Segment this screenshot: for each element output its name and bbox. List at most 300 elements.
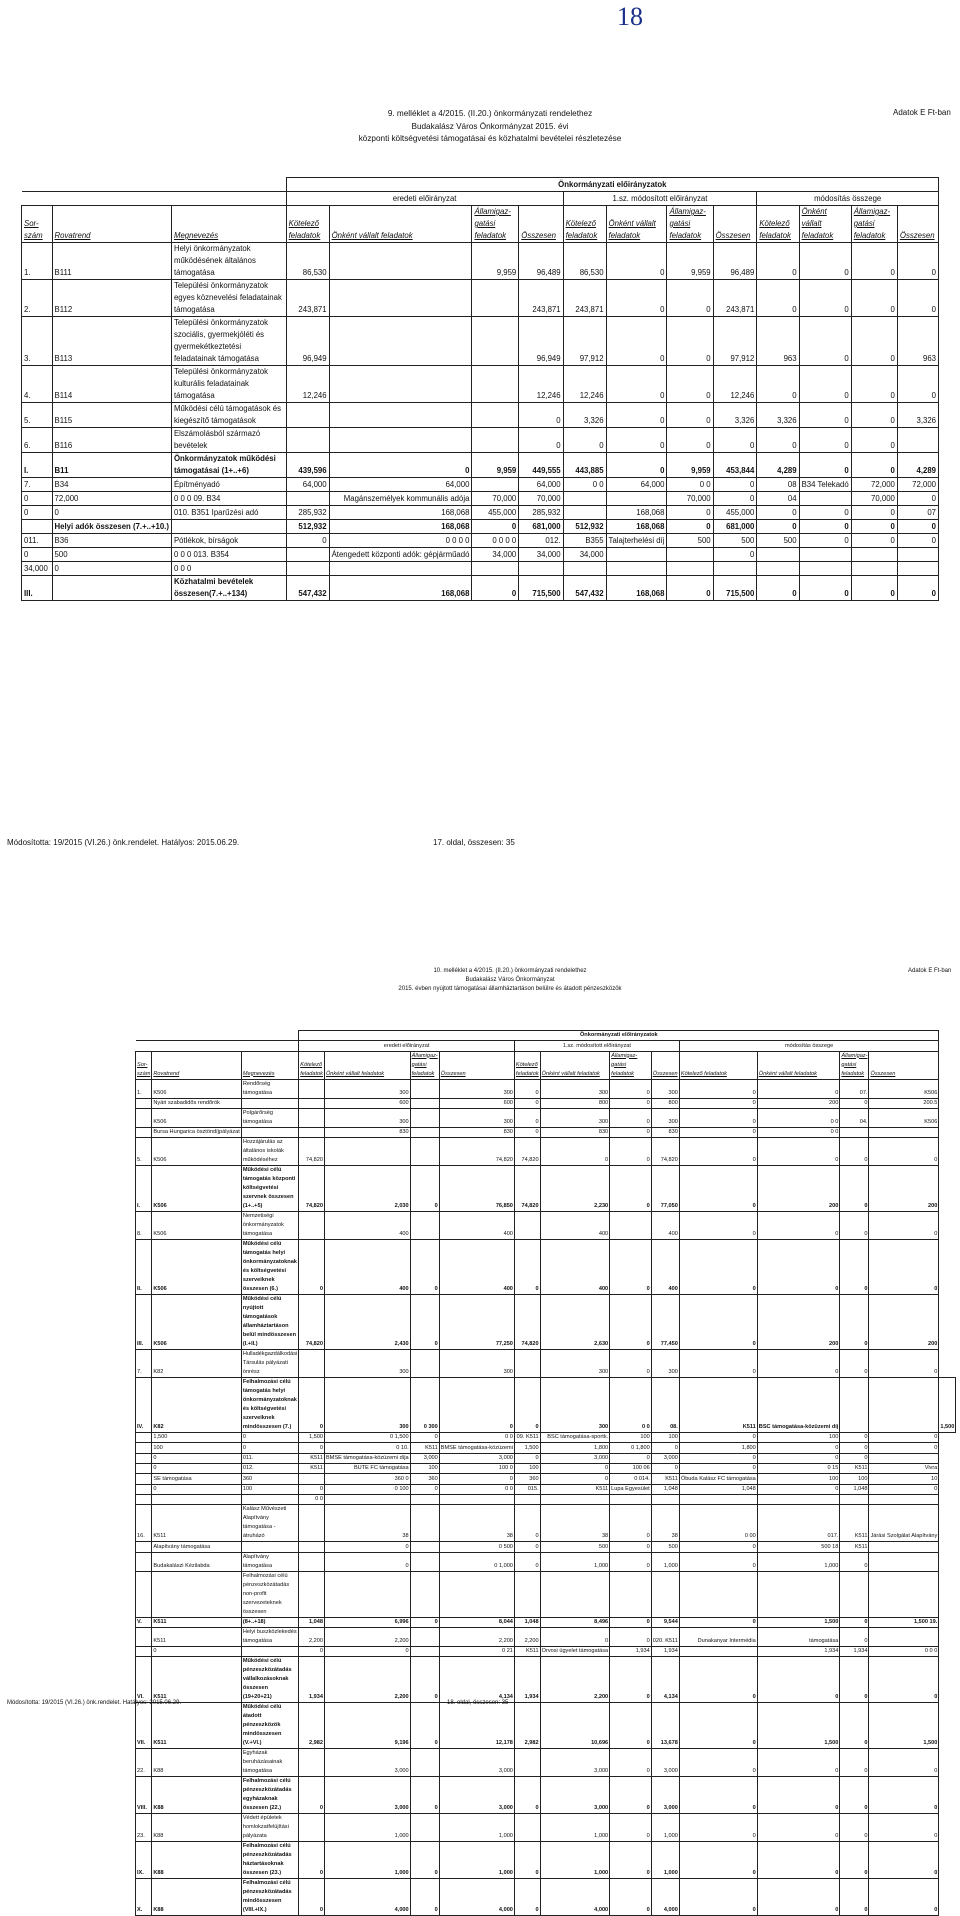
- doc1-table-cell: [757, 562, 799, 576]
- doc2-table-cell: 8.: [136, 1212, 152, 1240]
- doc2-table-cell: 1,000: [324, 1814, 410, 1842]
- doc1-table-cell: 04: [757, 492, 799, 506]
- doc1-table-cell: 0: [799, 534, 851, 548]
- doc1-table-cell: [851, 548, 897, 562]
- doc2-table-cell: 74,820: [514, 1138, 540, 1166]
- doc2-col-header: Önként vállalt feladatok: [324, 1051, 410, 1079]
- doc2-table-cell: 1,048: [514, 1617, 540, 1627]
- doc1-table-cell: 0: [851, 317, 897, 366]
- doc2-table-cell: 1,048: [299, 1617, 325, 1627]
- doc2-table-cell: Bursa Hungarica ösztöndíjpályázat: [152, 1127, 241, 1137]
- doc2-table-cell: 400: [540, 1212, 610, 1240]
- doc2-table-cell: 77,050: [651, 1166, 679, 1212]
- doc1-table-row: [22, 366, 939, 403]
- doc1-table-cell: Működési célú támogatások és kiegészítő támogatások: [171, 403, 286, 428]
- doc1-table-cell: 0: [667, 403, 713, 428]
- doc2-table-cell: [410, 1098, 439, 1108]
- doc2-units: Adatok E Ft-ban: [908, 968, 952, 974]
- doc2-table-cell: Polgárőrség támogatása: [241, 1108, 298, 1127]
- doc2-group-main: Önkormányzati előirányzatok: [299, 1031, 939, 1041]
- doc2-table-cell: 38: [651, 1505, 679, 1542]
- doc2-col-header: Összesen: [869, 1051, 939, 1079]
- doc2-table-cell: 1.: [136, 1079, 152, 1098]
- doc2-table-cell: 0: [679, 1777, 757, 1814]
- doc2-table-cell: [241, 1098, 298, 1108]
- doc2-table-cell: 1,800: [679, 1443, 757, 1453]
- doc2-table-cell: 0: [679, 1433, 757, 1443]
- doc2-table-cell: [136, 1542, 152, 1552]
- doc1-table-cell: 0: [667, 280, 713, 317]
- doc1-table-cell: 12,246: [563, 366, 606, 403]
- doc2-table-cell: 0: [324, 1552, 410, 1571]
- doc2-table-cell: [410, 1212, 439, 1240]
- doc2-table-cell: 0: [679, 1350, 757, 1378]
- doc2-table-cell: 3,000: [439, 1777, 514, 1814]
- doc2-table-cell: 300: [651, 1108, 679, 1127]
- doc1-table-cell: [329, 243, 472, 280]
- doc2-col-header: Összesen: [651, 1051, 679, 1079]
- doc2-table-cell: 0: [869, 1749, 939, 1777]
- doc2-table-cell: 0 00: [679, 1505, 757, 1542]
- doc2-table-cell: K88: [152, 1749, 241, 1777]
- doc1-table-cell: B111: [52, 243, 171, 280]
- doc2-table-cell: [299, 1474, 325, 1484]
- doc2-table-cell: [410, 1646, 439, 1656]
- doc2-table-cell: K506: [152, 1079, 241, 1098]
- doc2-col-header: Rovatrend: [152, 1051, 241, 1079]
- doc2-table-cell: 0: [514, 1079, 540, 1098]
- doc1-table-cell: 3,326: [897, 403, 938, 428]
- doc1-table-cell: 963: [757, 317, 799, 366]
- doc1-table-row: [22, 243, 939, 280]
- doc2-table-cell: 0: [679, 1703, 757, 1749]
- doc1-table-cell: 86,530: [286, 243, 329, 280]
- doc2-table-cell: 13,678: [651, 1703, 679, 1749]
- doc1-table-cell: 0: [897, 576, 938, 601]
- doc2-table-cell: 0: [840, 1240, 869, 1295]
- doc1-table-cell: [329, 280, 472, 317]
- doc1-table-cell: B112: [52, 280, 171, 317]
- doc2-table-cell: II.: [136, 1240, 152, 1295]
- doc2-table-cell: [136, 1484, 152, 1494]
- doc2-table-cell: K511: [840, 1542, 869, 1552]
- doc1-table-cell: 3,326: [563, 403, 606, 428]
- doc1-table-cell: [329, 403, 472, 428]
- doc1-table-cell: Közhatalmi bevételek összesen(7.+..+134): [171, 576, 286, 601]
- doc1-table-cell: Települési önkormányzatok kulturális feladatainak támogatása: [171, 366, 286, 403]
- doc2-table-cell: 100: [610, 1433, 652, 1443]
- doc2-table-cell: SE támogatása: [152, 1474, 241, 1484]
- doc2-table-cell: [514, 1494, 540, 1504]
- doc2-table-cell: 0: [410, 1777, 439, 1814]
- doc1-table-cell: 0: [329, 453, 472, 478]
- doc2-table-cell: 0: [410, 1842, 439, 1879]
- doc1-table-cell: 34,000: [519, 548, 563, 562]
- doc1-table-cell: 0: [606, 366, 667, 403]
- doc2-table-cell: 0: [610, 1350, 652, 1378]
- doc2-table-cell: 830: [540, 1127, 610, 1137]
- doc1-table-cell: [897, 562, 938, 576]
- doc2-table-cell: 3,000: [439, 1749, 514, 1777]
- doc2-table-cell: 6,996: [324, 1617, 410, 1627]
- doc2-table-cell: 9,196: [324, 1703, 410, 1749]
- doc2-table-cell: 0: [514, 1505, 540, 1542]
- doc1-table-cell: [799, 548, 851, 562]
- doc2-table-cell: 500: [651, 1542, 679, 1552]
- doc2-table-cell: K511: [152, 1703, 241, 1749]
- doc1-table-cell: 439,596: [286, 453, 329, 478]
- doc2-table-cell: 0 100: [324, 1484, 410, 1494]
- doc1-table-cell: [286, 403, 329, 428]
- doc2-table: [135, 1030, 956, 1916]
- doc2-table-cell: 08.: [651, 1378, 679, 1433]
- doc2-table-row: [136, 1108, 956, 1127]
- doc2-table-cell: 0: [610, 1749, 652, 1777]
- doc2-table-cell: 0: [840, 1443, 869, 1453]
- doc2-table-cell: 0: [679, 1814, 757, 1842]
- doc1-table-cell: III.: [22, 576, 53, 601]
- doc2-table-cell: [410, 1505, 439, 1542]
- doc1-table-cell: 0: [52, 562, 171, 576]
- doc1-col-header: Összesen: [897, 206, 938, 243]
- doc2-table-cell: [514, 1212, 540, 1240]
- doc1-table-row: [22, 576, 939, 601]
- doc2-table-cell: [514, 1749, 540, 1777]
- doc2-table-cell: 200: [757, 1166, 840, 1212]
- doc2-table-cell: 1,500: [757, 1703, 840, 1749]
- doc2-table-cell: 1,500 19.: [869, 1617, 939, 1627]
- doc2-table-row: [136, 1295, 956, 1350]
- doc1-table-cell: 168,068: [606, 520, 667, 534]
- doc1-table-cell: 0: [851, 576, 897, 601]
- doc2-column-headers: [136, 1051, 956, 1079]
- doc1-table-cell: 453,844: [713, 453, 757, 478]
- doc1-table-cell: 34,000: [472, 548, 519, 562]
- doc2-table-cell: Óbuda Kalász FC támogatása: [679, 1474, 757, 1484]
- doc2-table-cell: [152, 1571, 241, 1617]
- doc2-table-cell: 1,048: [679, 1484, 757, 1494]
- doc2-table-cell: [514, 1350, 540, 1378]
- doc1-column-headers: [22, 206, 939, 243]
- doc2-table-cell: (8+..+18): [241, 1617, 298, 1627]
- doc1-table-cell: 0: [472, 576, 519, 601]
- doc1-table-cell: 0: [757, 280, 799, 317]
- doc1-table-cell: [799, 492, 851, 506]
- doc2-table-cell: 0: [757, 1138, 840, 1166]
- doc2-table-cell: 0 500: [439, 1542, 514, 1552]
- doc2-table-cell: 0: [610, 1098, 652, 1108]
- doc2-table-cell: 0: [410, 1484, 439, 1494]
- doc2-table-cell: 1,934: [757, 1646, 840, 1656]
- doc2-table-row: [136, 1484, 956, 1494]
- doc1-table-cell: 0: [757, 366, 799, 403]
- doc2-table-cell: 0: [152, 1484, 241, 1494]
- doc2-table-row: [136, 1378, 956, 1433]
- doc2-table-cell: 5.: [136, 1138, 152, 1166]
- doc2-table-row: [136, 1571, 956, 1617]
- doc1-table-cell: 0: [897, 534, 938, 548]
- doc1-table-cell: 9,959: [472, 453, 519, 478]
- doc1-table-cell: 715,500: [519, 576, 563, 601]
- doc1-table-cell: 500: [52, 548, 171, 562]
- doc2-table-cell: 7.: [136, 1350, 152, 1378]
- doc1-group-main: Önkormányzati előirányzatok: [286, 178, 938, 192]
- doc1-col-header: Önként vállalt feladatok: [329, 206, 472, 243]
- doc2-table-cell: 0: [610, 1453, 652, 1463]
- doc2-table-cell: 600: [324, 1098, 410, 1108]
- doc2-table-cell: 017.: [757, 1505, 840, 1542]
- doc2-table-cell: Rendőrség támogatása: [241, 1079, 298, 1098]
- doc2-table-cell: 1,000: [439, 1814, 514, 1842]
- doc2-table-cell: 0: [757, 1443, 840, 1453]
- doc2-table-cell: [840, 1494, 869, 1504]
- doc2-group-2: 1.sz. módosított előirányzat: [514, 1041, 679, 1051]
- doc2-table-cell: 3,000: [324, 1749, 410, 1777]
- doc2-table-cell: [241, 1542, 298, 1552]
- doc1-table-cell: 0: [851, 428, 897, 453]
- doc2-table-cell: 0: [679, 1295, 757, 1350]
- doc2-table-cell: 0: [679, 1098, 757, 1108]
- doc2-table-cell: 300: [540, 1350, 610, 1378]
- doc1-table-cell: Építményadó: [171, 478, 286, 492]
- doc1-table-cell: 70,000: [519, 492, 563, 506]
- doc2-table-cell: [757, 1571, 840, 1617]
- doc2-table-cell: 0 0: [610, 1378, 652, 1433]
- doc2-table-cell: 0: [869, 1484, 939, 1494]
- doc2-table-cell: 0: [540, 1474, 610, 1484]
- doc2-table-cell: 0: [757, 1777, 840, 1814]
- doc2-table-cell: 16.: [136, 1505, 152, 1542]
- doc2-table-cell: 0: [679, 1138, 757, 1166]
- doc2-table-cell: 0: [610, 1879, 652, 1916]
- doc1-table-cell: 0: [606, 317, 667, 366]
- doc2-table-cell: [136, 1127, 152, 1137]
- doc1-table-cell: [713, 562, 757, 576]
- doc2-table-cell: [869, 1127, 939, 1137]
- doc1-table-cell: [472, 366, 519, 403]
- doc1-table-cell: 0: [799, 280, 851, 317]
- doc2-table-cell: 1,500: [757, 1617, 840, 1627]
- doc2-table-cell: 0: [514, 1453, 540, 1463]
- doc2-table-cell: Hozzájárulás az általános iskolák működéséhez: [241, 1138, 298, 1166]
- doc2-table-cell: 0 1,800: [610, 1443, 652, 1453]
- doc2-table-cell: Felhalmozási célú pénzeszközátadás egyházaknak összesen (22.): [241, 1777, 298, 1814]
- doc1-table-cell: B355: [563, 534, 606, 548]
- doc2-table-cell: Nyári szabadidős rendőrök: [152, 1098, 241, 1108]
- doc2-table-cell: 74,820: [299, 1138, 325, 1166]
- doc2-table-cell: 0: [679, 1617, 757, 1627]
- doc1-table-cell: 12,246: [286, 366, 329, 403]
- doc2-table-cell: 1,000: [651, 1814, 679, 1842]
- doc1-table-cell: 0: [799, 243, 851, 280]
- doc2-table-cell: 0: [514, 1108, 540, 1127]
- doc2-table-cell: 2,200: [439, 1627, 514, 1646]
- doc2-table-cell: 0: [514, 1777, 540, 1814]
- doc2-table-cell: 10: [869, 1474, 939, 1484]
- doc1-table-cell: 0: [851, 280, 897, 317]
- doc2-table-cell: [679, 1571, 757, 1617]
- doc1-col-header: Összesen: [519, 206, 563, 243]
- doc2-table-cell: K506: [152, 1108, 241, 1127]
- doc2-table-cell: 0: [514, 1378, 540, 1433]
- doc2-table-cell: 830: [651, 1127, 679, 1137]
- doc2-table-cell: [410, 1542, 439, 1552]
- doc2-table-cell: 3,000: [651, 1749, 679, 1777]
- doc2-table-cell: BUTE FC támogatása: [324, 1464, 410, 1474]
- doc2-table-cell: 360 0: [324, 1474, 410, 1484]
- doc2-table-cell: Működési célú átadott pénzeszközök mindösszesen (V.+VI.): [241, 1703, 298, 1749]
- doc2-table-cell: [324, 1571, 410, 1617]
- doc2-table-cell: [299, 1127, 325, 1137]
- doc2-table-cell: Kalász Művészeti Alapítvány támogatása - átruházó: [241, 1505, 298, 1542]
- doc1-table-cell: 243,871: [713, 280, 757, 317]
- doc2-table-cell: 0: [869, 1777, 939, 1814]
- doc2-table-cell: 0: [679, 1127, 757, 1137]
- doc2-table-cell: 1,500: [299, 1433, 325, 1443]
- doc1-table-cell: 72,000: [897, 478, 938, 492]
- doc2-table-row: [136, 1703, 956, 1749]
- doc2-table-cell: 0: [241, 1443, 298, 1453]
- doc1-table-cell: 3,326: [713, 403, 757, 428]
- doc2-table-row: [136, 1777, 956, 1814]
- doc2-table-cell: K511: [152, 1617, 241, 1627]
- doc1-table-cell: 7.: [22, 478, 53, 492]
- doc2-table-cell: 0: [152, 1453, 241, 1463]
- doc1-table-cell: 08: [757, 478, 799, 492]
- doc1-footer-left: Módosította: 19/2015 (VI.26.) önk.rendelet. Hatályos: 2015.06.29.: [7, 838, 240, 847]
- doc2-table-row: [136, 1127, 956, 1137]
- doc2-table-cell: Felhalmozási célú pénzeszközátadás háztartásoknak összesen (23.): [241, 1842, 298, 1879]
- doc1-table-cell: 0: [897, 243, 938, 280]
- doc1-table-cell: Önkormányzatok működési támogatásai (1+..+6): [171, 453, 286, 478]
- doc1-table-cell: 168,068: [329, 576, 472, 601]
- doc1-table-cell: 9,959: [667, 453, 713, 478]
- doc2-table-cell: [514, 1814, 540, 1842]
- doc2-table-cell: 800: [651, 1098, 679, 1108]
- doc2-table-cell: 0: [757, 1240, 840, 1295]
- doc2-table-cell: 2,200: [540, 1657, 610, 1703]
- doc2-table-cell: 300: [324, 1350, 410, 1378]
- doc2-table-cell: 0: [299, 1240, 325, 1295]
- doc2-table-cell: 0: [869, 1443, 939, 1453]
- doc1-col-header: Megnevezés: [171, 206, 286, 243]
- doc2-table-cell: 400: [651, 1212, 679, 1240]
- doc2-table-row: [136, 1552, 956, 1571]
- doc2-table-cell: 74,820: [299, 1295, 325, 1350]
- doc2-table-cell: 0: [610, 1657, 652, 1703]
- doc2-table-row: [136, 1453, 956, 1463]
- doc1-group-2: 1.sz. módosított előirányzat: [563, 192, 757, 206]
- doc2-table-cell: 23.: [136, 1814, 152, 1842]
- doc2-group-3: módosítás összege: [679, 1041, 939, 1051]
- doc2-table-cell: 0: [679, 1166, 757, 1212]
- doc2-table-cell: 015.: [514, 1484, 540, 1494]
- doc2-table-cell: 2,430: [324, 1295, 410, 1350]
- doc2-table-cell: 0: [840, 1842, 869, 1879]
- doc2-table-cell: 0: [410, 1617, 439, 1627]
- doc1-table-cell: 0: [757, 243, 799, 280]
- doc1-table-cell: [472, 562, 519, 576]
- doc2-table-cell: [610, 1494, 652, 1504]
- doc2-col-header: Összesen: [439, 1051, 514, 1079]
- doc2-table-cell: 3,000: [540, 1749, 610, 1777]
- doc2-table-cell: [136, 1433, 152, 1443]
- doc2-table-cell: K506: [152, 1212, 241, 1240]
- doc1-table-cell: 547,432: [286, 576, 329, 601]
- doc1-table-cell: 0: [286, 534, 329, 548]
- doc2-table-cell: 0: [869, 1350, 939, 1378]
- doc2-table-cell: K511: [152, 1505, 241, 1542]
- doc2-table-row: [136, 1212, 956, 1240]
- doc1-table-cell: 0: [519, 403, 563, 428]
- doc2-table-cell: [410, 1127, 439, 1137]
- doc2-table-cell: 1,048: [651, 1484, 679, 1494]
- doc1-table-cell: [472, 478, 519, 492]
- doc2-table-cell: 8,044: [439, 1617, 514, 1627]
- doc2-table-cell: 0: [757, 1657, 840, 1703]
- doc2-table-cell: 0: [540, 1627, 610, 1646]
- doc2-table-cell: [136, 1108, 152, 1127]
- doc1-table-cell: 0: [897, 520, 938, 534]
- doc2-table-cell: Orvosi ügyelet támogatása: [540, 1646, 610, 1656]
- doc2-table-cell: 0: [514, 1552, 540, 1571]
- doc2-table-cell: I.: [136, 1166, 152, 1212]
- doc2-table-cell: 0: [610, 1166, 652, 1212]
- doc1-table-cell: Pótlékok, bírságok: [171, 534, 286, 548]
- doc2-table-cell: 100: [757, 1433, 840, 1443]
- doc2-table-row: [136, 1617, 956, 1627]
- doc2-col-header: Államigaz-gatási feladatok: [410, 1051, 439, 1079]
- doc2-table-cell: 400: [540, 1240, 610, 1295]
- doc2-table-cell: [757, 1494, 840, 1504]
- doc2-table-cell: 0: [869, 1879, 939, 1916]
- doc2-table-cell: 38: [324, 1505, 410, 1542]
- doc1-table-cell: 0 0 0 013. B354: [171, 548, 286, 562]
- doc1-table-cell: 0 0 0: [171, 562, 286, 576]
- doc1-table-cell: [171, 520, 286, 534]
- doc2-table-cell: 0: [869, 1657, 939, 1703]
- doc1-table-cell: 0: [713, 428, 757, 453]
- doc2-table-cell: [410, 1079, 439, 1098]
- doc2-table-cell: 3,000: [439, 1453, 514, 1463]
- doc2-table-cell: 2,200: [299, 1627, 325, 1646]
- doc2-table-cell: 0 0 0: [869, 1646, 939, 1656]
- doc1-table-cell: [286, 492, 329, 506]
- doc1-table-cell: Talajterhelési díj: [606, 534, 667, 548]
- doc2-table-cell: 0: [610, 1627, 652, 1646]
- doc2-table-row: [136, 1505, 956, 1542]
- doc2-table-cell: K82: [152, 1378, 241, 1433]
- doc2-table-cell: 0: [840, 1138, 869, 1166]
- doc2-table-cell: 0: [610, 1505, 652, 1542]
- doc1-table-cell: 4,289: [757, 453, 799, 478]
- doc2-table-cell: [869, 1552, 939, 1571]
- doc2-table-cell: 0: [679, 1212, 757, 1240]
- doc2-table-cell: K88: [152, 1879, 241, 1916]
- doc2-table-cell: [410, 1814, 439, 1842]
- doc2-table-cell: 0: [514, 1542, 540, 1552]
- doc1-table-cell: 243,871: [286, 280, 329, 317]
- doc2-table-cell: V.: [136, 1617, 152, 1627]
- doc2-table-cell: 0: [757, 1453, 840, 1463]
- doc2-table-cell: 011.: [241, 1453, 298, 1463]
- doc1-table-cell: [472, 280, 519, 317]
- doc2-table-cell: 0: [679, 1453, 757, 1463]
- doc2-table-cell: K511: [840, 1505, 869, 1542]
- doc2-table-cell: Helyi buszközlekedés támogatása: [241, 1627, 298, 1646]
- doc2-table-cell: K506: [152, 1295, 241, 1350]
- doc2-table-cell: 0: [840, 1879, 869, 1916]
